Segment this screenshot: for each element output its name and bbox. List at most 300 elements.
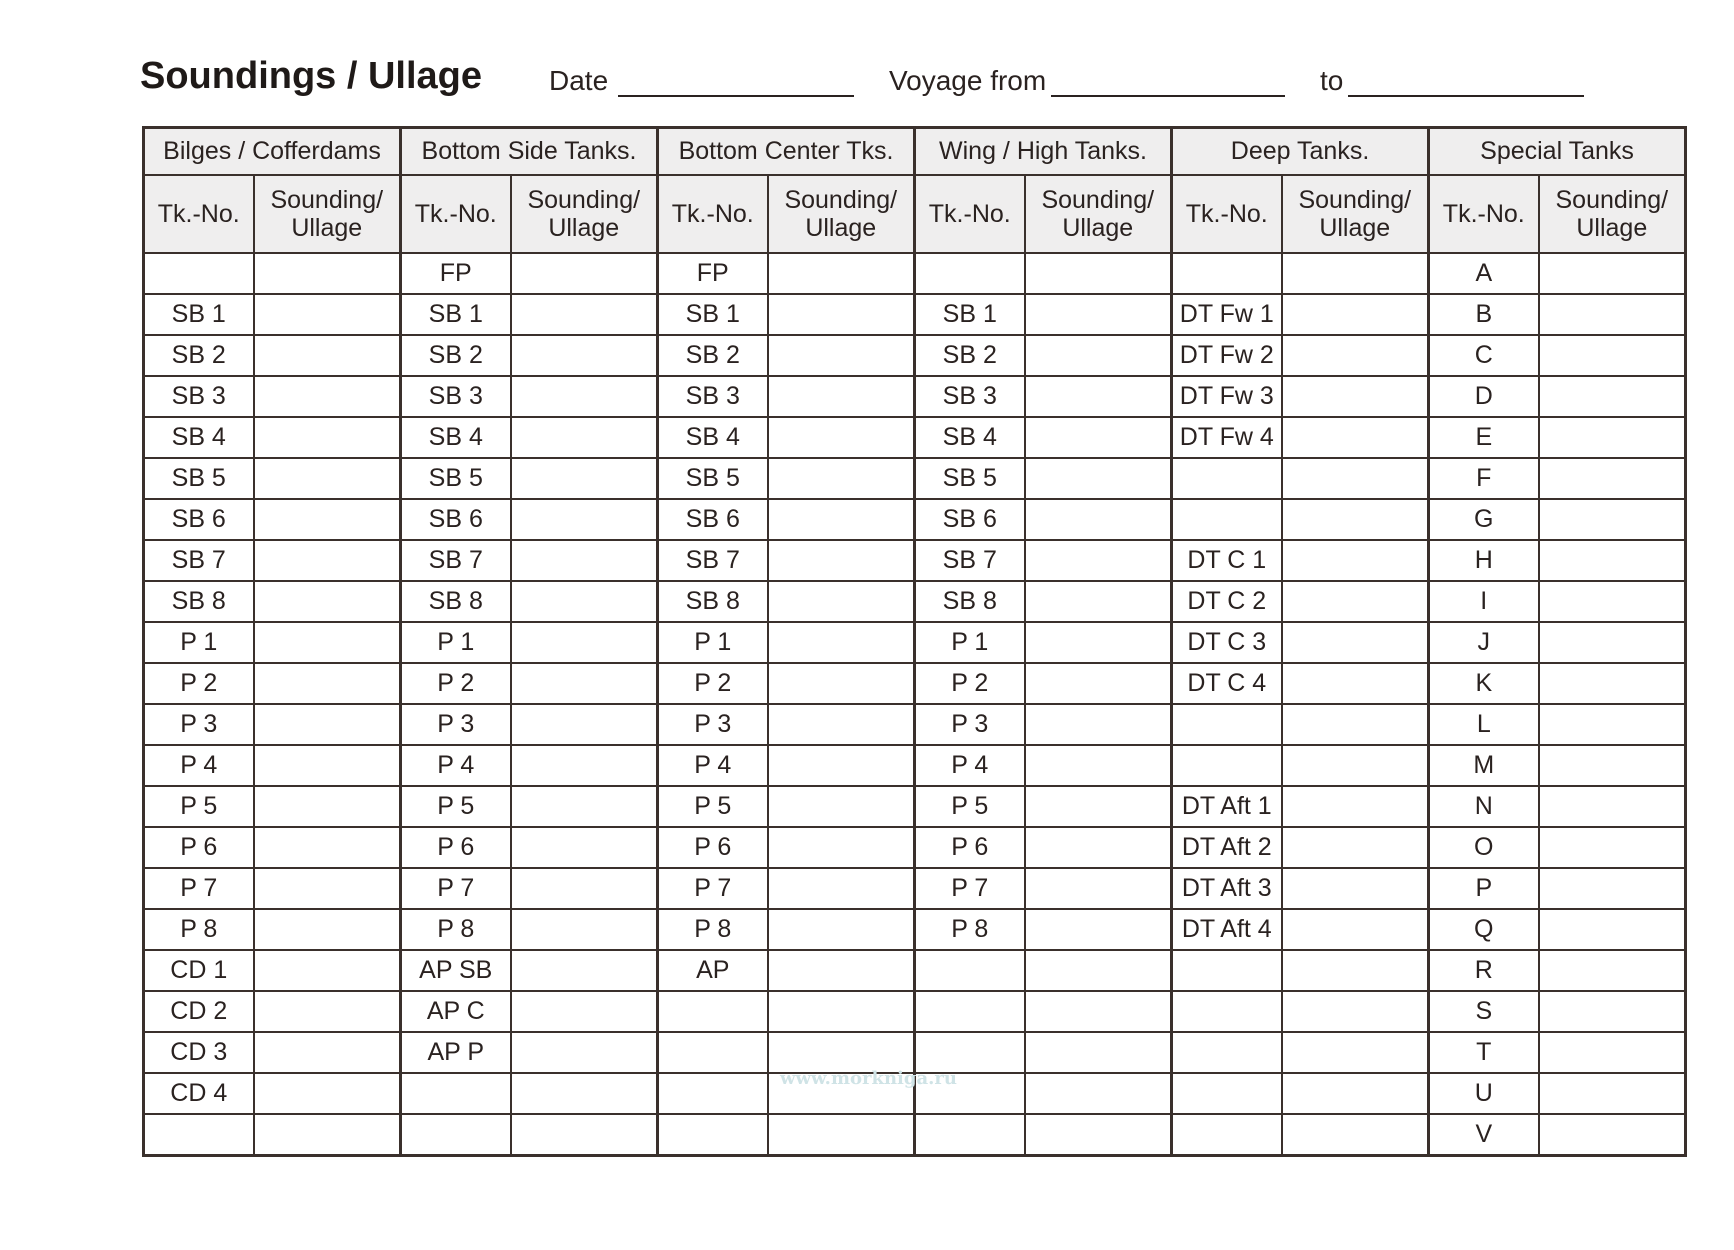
tank-number-cell — [915, 991, 1025, 1032]
tank-number-cell: DT C 4 — [1172, 663, 1282, 704]
sounding-entry-cell[interactable] — [768, 1032, 915, 1073]
sounding-label: Sounding/ — [527, 186, 641, 214]
sounding-entry-cell[interactable] — [1539, 868, 1686, 909]
sounding-entry-cell[interactable] — [768, 868, 915, 909]
sounding-entry-cell[interactable] — [1539, 622, 1686, 663]
sounding-entry-cell[interactable] — [768, 499, 915, 540]
tank-number-cell: P 6 — [658, 827, 768, 868]
sounding-entry-cell[interactable] — [1539, 704, 1686, 745]
tank-number-cell: DT Fw 2 — [1172, 335, 1282, 376]
sounding-entry-cell[interactable] — [768, 786, 915, 827]
sounding-entry-cell[interactable] — [1282, 622, 1429, 663]
group-header: Bottom Side Tanks. — [401, 128, 658, 176]
sounding-entry-cell[interactable] — [254, 253, 401, 294]
tank-number-cell: SB 7 — [658, 540, 768, 581]
sounding-entry-cell[interactable] — [254, 1032, 401, 1073]
sounding-entry-cell[interactable] — [1025, 622, 1172, 663]
tank-number-cell: P 8 — [915, 909, 1025, 950]
sounding-entry-cell[interactable] — [254, 704, 401, 745]
tank-number-cell: FP — [658, 253, 768, 294]
tank-number-cell: P 4 — [144, 745, 254, 786]
sounding-entry-cell[interactable] — [511, 458, 658, 499]
tank-number-cell: AP P — [401, 1032, 511, 1073]
tank-number-cell — [1172, 991, 1282, 1032]
tank-number-cell: P 6 — [144, 827, 254, 868]
table-row — [144, 540, 1686, 581]
sounding-entry-cell[interactable] — [1539, 909, 1686, 950]
tank-number-cell — [658, 991, 768, 1032]
sounding-entry-cell[interactable] — [254, 1114, 401, 1156]
sounding-entry-cell[interactable] — [768, 663, 915, 704]
table-row — [144, 376, 1686, 417]
tank-number-cell: P 4 — [915, 745, 1025, 786]
sounding-entry-cell[interactable] — [511, 622, 658, 663]
sounding-entry-cell[interactable] — [254, 1073, 401, 1114]
tank-number-cell: CD 2 — [144, 991, 254, 1032]
sounding-entry-cell[interactable] — [511, 1073, 658, 1114]
sounding-entry-cell[interactable] — [1282, 417, 1429, 458]
tank-number-cell — [1172, 704, 1282, 745]
sounding-entry-cell[interactable] — [1539, 581, 1686, 622]
sounding-entry-cell[interactable] — [1025, 581, 1172, 622]
tank-number-cell: E — [1429, 417, 1539, 458]
sounding-entry-cell[interactable] — [768, 622, 915, 663]
tank-number-cell — [658, 1073, 768, 1114]
tank-number-cell: P 3 — [915, 704, 1025, 745]
tank-number-cell: DT Aft 2 — [1172, 827, 1282, 868]
table-body — [144, 253, 1686, 1156]
tank-number-cell — [1172, 950, 1282, 991]
sounding-entry-cell[interactable] — [1025, 909, 1172, 950]
tank-number-cell: P 7 — [658, 868, 768, 909]
sounding-entry-cell[interactable] — [1025, 1073, 1172, 1114]
table-row — [144, 827, 1686, 868]
tank-number-cell: P 7 — [401, 868, 511, 909]
tank-number-cell: T — [1429, 1032, 1539, 1073]
sounding-entry-cell[interactable] — [254, 376, 401, 417]
sounding-entry-cell[interactable] — [1282, 458, 1429, 499]
sounding-entry-cell[interactable] — [1025, 663, 1172, 704]
tank-number-cell: P 4 — [401, 745, 511, 786]
sounding-entry-cell[interactable] — [1025, 745, 1172, 786]
tank-number-cell: DT C 3 — [1172, 622, 1282, 663]
tank-number-cell: DT Fw 1 — [1172, 294, 1282, 335]
date-field[interactable] — [618, 95, 854, 97]
sounding-entry-cell[interactable] — [254, 950, 401, 991]
sounding-entry-cell[interactable] — [1025, 704, 1172, 745]
sounding-entry-cell[interactable] — [1539, 786, 1686, 827]
tank-number-cell — [658, 1114, 768, 1156]
sounding-entry-cell[interactable] — [511, 745, 658, 786]
sounding-entry-cell[interactable] — [1539, 950, 1686, 991]
tank-number-cell: P 8 — [658, 909, 768, 950]
tank-number-cell — [915, 1032, 1025, 1073]
sounding-entry-cell[interactable] — [511, 376, 658, 417]
tank-number-cell: O — [1429, 827, 1539, 868]
tank-number-cell: P 5 — [658, 786, 768, 827]
sounding-entry-cell[interactable] — [1539, 376, 1686, 417]
tank-number-cell: SB 7 — [401, 540, 511, 581]
table-row — [144, 458, 1686, 499]
tank-number-cell — [144, 253, 254, 294]
tank-number-cell: J — [1429, 622, 1539, 663]
sounding-entry-cell[interactable] — [1025, 376, 1172, 417]
sounding-entry-cell[interactable] — [1282, 786, 1429, 827]
sounding-entry-cell[interactable] — [254, 622, 401, 663]
sounding-entry-cell[interactable] — [768, 376, 915, 417]
tank-number-cell: SB 1 — [658, 294, 768, 335]
table-row — [144, 745, 1686, 786]
sounding-entry-cell[interactable] — [511, 950, 658, 991]
tank-number-cell — [144, 1114, 254, 1156]
tank-number-cell: H — [1429, 540, 1539, 581]
tank-number-cell — [1172, 745, 1282, 786]
table-row — [144, 909, 1686, 950]
tank-number-cell: SB 3 — [915, 376, 1025, 417]
tank-number-cell: SB 1 — [915, 294, 1025, 335]
tank-number-cell: U — [1429, 1073, 1539, 1114]
sounding-entry-cell[interactable] — [511, 1114, 658, 1156]
sounding-entry-cell[interactable] — [1539, 827, 1686, 868]
group-header: Deep Tanks. — [1172, 128, 1429, 176]
page-title: Soundings / Ullage — [140, 55, 483, 97]
sounding-entry-cell[interactable] — [768, 1114, 915, 1156]
table-row — [144, 581, 1686, 622]
sounding-entry-cell[interactable] — [1025, 335, 1172, 376]
sounding-entry-cell[interactable] — [511, 991, 658, 1032]
sounding-entry-cell[interactable] — [511, 499, 658, 540]
table-row — [144, 991, 1686, 1032]
sounding-entry-cell[interactable] — [1282, 253, 1429, 294]
sounding-ullage-header — [1025, 175, 1172, 253]
sounding-entry-cell[interactable] — [768, 581, 915, 622]
sounding-entry-cell[interactable] — [768, 335, 915, 376]
voyage-to-field[interactable] — [1348, 95, 1584, 97]
sounding-entry-cell[interactable] — [511, 294, 658, 335]
tank-number-cell: CD 1 — [144, 950, 254, 991]
group-header: Special Tanks — [1429, 128, 1686, 176]
tank-number-cell: SB 6 — [144, 499, 254, 540]
tank-number-cell: DT Aft 3 — [1172, 868, 1282, 909]
sounding-entry-cell[interactable] — [1282, 376, 1429, 417]
tank-number-cell: SB 2 — [401, 335, 511, 376]
tank-number-cell: P 7 — [915, 868, 1025, 909]
tank-number-cell: SB 8 — [401, 581, 511, 622]
ullage-label: Ullage — [291, 214, 363, 242]
sounding-entry-cell[interactable] — [254, 417, 401, 458]
table-row — [144, 253, 1686, 294]
tank-number-cell: DT Aft 4 — [1172, 909, 1282, 950]
sounding-entry-cell[interactable] — [1282, 335, 1429, 376]
sounding-entry-cell[interactable] — [511, 1032, 658, 1073]
sounding-entry-cell[interactable] — [1025, 294, 1172, 335]
tank-number-cell: SB 4 — [401, 417, 511, 458]
sounding-entry-cell[interactable] — [1025, 868, 1172, 909]
sounding-entry-cell[interactable] — [1025, 1114, 1172, 1156]
tank-number-cell: AP C — [401, 991, 511, 1032]
table-row — [144, 1114, 1686, 1156]
tank-number-cell: SB 3 — [658, 376, 768, 417]
sounding-label: Sounding/ — [1555, 186, 1669, 214]
sounding-entry-cell[interactable] — [1282, 950, 1429, 991]
tank-number-cell — [401, 1073, 511, 1114]
tank-number-cell: G — [1429, 499, 1539, 540]
tank-number-cell: P 3 — [144, 704, 254, 745]
tank-number-cell: CD 4 — [144, 1073, 254, 1114]
tank-number-cell: P 7 — [144, 868, 254, 909]
table-row — [144, 1032, 1686, 1073]
tank-number-cell — [915, 950, 1025, 991]
tank-no-header: Tk.-No. — [1172, 175, 1282, 253]
tank-number-cell — [1172, 1032, 1282, 1073]
sounding-entry-cell[interactable] — [1282, 663, 1429, 704]
tank-number-cell — [1172, 1073, 1282, 1114]
sounding-label: Sounding/ — [784, 186, 898, 214]
tank-number-cell: P 2 — [401, 663, 511, 704]
tank-number-cell: P 2 — [144, 663, 254, 704]
tank-number-cell: K — [1429, 663, 1539, 704]
sounding-entry-cell[interactable] — [1025, 991, 1172, 1032]
tank-number-cell: SB 3 — [401, 376, 511, 417]
sounding-entry-cell[interactable] — [1282, 581, 1429, 622]
sounding-entry-cell[interactable] — [511, 663, 658, 704]
tank-number-cell: P 1 — [915, 622, 1025, 663]
tank-number-cell: C — [1429, 335, 1539, 376]
tank-number-cell — [1172, 499, 1282, 540]
tank-number-cell: V — [1429, 1114, 1539, 1156]
sounding-entry-cell[interactable] — [1539, 663, 1686, 704]
table-row — [144, 622, 1686, 663]
tank-number-cell: DT C 1 — [1172, 540, 1282, 581]
sounding-entry-cell[interactable] — [1282, 745, 1429, 786]
sounding-entry-cell[interactable] — [1282, 827, 1429, 868]
sounding-entry-cell[interactable] — [768, 991, 915, 1032]
tank-number-cell: P 1 — [144, 622, 254, 663]
sounding-entry-cell[interactable] — [511, 335, 658, 376]
table-row — [144, 786, 1686, 827]
tank-number-cell: SB 7 — [915, 540, 1025, 581]
sounding-entry-cell[interactable] — [768, 253, 915, 294]
group-header: Bilges / Cofferdams — [144, 128, 401, 176]
ullage-label: Ullage — [1062, 214, 1134, 242]
sounding-entry-cell[interactable] — [1539, 499, 1686, 540]
tank-number-cell: S — [1429, 991, 1539, 1032]
sounding-entry-cell[interactable] — [768, 950, 915, 991]
sounding-entry-cell[interactable] — [1539, 458, 1686, 499]
tank-number-cell: CD 3 — [144, 1032, 254, 1073]
sounding-entry-cell[interactable] — [1025, 1032, 1172, 1073]
sounding-entry-cell[interactable] — [511, 786, 658, 827]
sounding-entry-cell[interactable] — [511, 909, 658, 950]
table-row — [144, 294, 1686, 335]
tank-number-cell: SB 5 — [401, 458, 511, 499]
tank-number-cell: P 6 — [401, 827, 511, 868]
sounding-entry-cell[interactable] — [254, 335, 401, 376]
tank-number-cell — [401, 1114, 511, 1156]
sounding-entry-cell[interactable] — [1282, 868, 1429, 909]
voyage-from-field[interactable] — [1051, 95, 1285, 97]
sounding-label: Sounding/ — [270, 186, 384, 214]
sounding-entry-cell[interactable] — [1282, 1073, 1429, 1114]
tank-number-cell: DT Fw 4 — [1172, 417, 1282, 458]
sounding-entry-cell[interactable] — [768, 540, 915, 581]
sounding-entry-cell[interactable] — [1539, 294, 1686, 335]
tank-number-cell: SB 6 — [658, 499, 768, 540]
tank-no-header: Tk.-No. — [401, 175, 511, 253]
sounding-entry-cell[interactable] — [1539, 1073, 1686, 1114]
sounding-entry-cell[interactable] — [1025, 499, 1172, 540]
sounding-entry-cell[interactable] — [768, 458, 915, 499]
tank-number-cell: P 1 — [658, 622, 768, 663]
sounding-entry-cell[interactable] — [1025, 950, 1172, 991]
sounding-entry-cell[interactable] — [1539, 991, 1686, 1032]
sounding-ullage-header — [1282, 175, 1429, 253]
voyage-to-label: to — [1320, 65, 1344, 96]
tank-number-cell — [658, 1032, 768, 1073]
sounding-entry-cell[interactable] — [1282, 499, 1429, 540]
tank-number-cell: SB 6 — [401, 499, 511, 540]
tank-number-cell: SB 2 — [658, 335, 768, 376]
sounding-entry-cell[interactable] — [254, 294, 401, 335]
tank-number-cell: P 2 — [915, 663, 1025, 704]
sounding-entry-cell[interactable] — [1025, 417, 1172, 458]
tank-number-cell: SB 8 — [658, 581, 768, 622]
tank-no-header: Tk.-No. — [1429, 175, 1539, 253]
tank-number-cell: SB 5 — [144, 458, 254, 499]
tank-number-cell: SB 6 — [915, 499, 1025, 540]
group-header: Bottom Center Tks. — [658, 128, 915, 176]
sounding-entry-cell[interactable] — [768, 417, 915, 458]
tank-number-cell: SB 5 — [915, 458, 1025, 499]
sounding-entry-cell[interactable] — [511, 417, 658, 458]
sounding-entry-cell[interactable] — [254, 663, 401, 704]
sounding-entry-cell[interactable] — [254, 581, 401, 622]
tank-number-cell: P — [1429, 868, 1539, 909]
sounding-label: Sounding/ — [1041, 186, 1155, 214]
table-row — [144, 663, 1686, 704]
tank-number-cell — [1172, 458, 1282, 499]
tank-number-cell — [915, 1114, 1025, 1156]
sounding-ullage-header — [511, 175, 658, 253]
sounding-entry-cell[interactable] — [1025, 458, 1172, 499]
tank-number-cell: FP — [401, 253, 511, 294]
group-header-row — [144, 128, 1686, 176]
table-row — [144, 704, 1686, 745]
sounding-entry-cell[interactable] — [1025, 786, 1172, 827]
sounding-entry-cell[interactable] — [768, 909, 915, 950]
tank-number-cell: DT C 2 — [1172, 581, 1282, 622]
sounding-entry-cell[interactable] — [254, 458, 401, 499]
sounding-ullage-header — [1539, 175, 1686, 253]
sounding-entry-cell[interactable] — [1539, 1032, 1686, 1073]
sounding-entry-cell[interactable] — [1282, 1114, 1429, 1156]
group-header: Wing / High Tanks. — [915, 128, 1172, 176]
tank-number-cell: P 2 — [658, 663, 768, 704]
sounding-entry-cell[interactable] — [1282, 704, 1429, 745]
tank-number-cell: F — [1429, 458, 1539, 499]
tank-no-header: Tk.-No. — [658, 175, 768, 253]
sounding-entry-cell[interactable] — [1539, 540, 1686, 581]
table-row — [144, 950, 1686, 991]
tank-number-cell: I — [1429, 581, 1539, 622]
sounding-entry-cell[interactable] — [254, 786, 401, 827]
sounding-entry-cell[interactable] — [511, 704, 658, 745]
sounding-entry-cell[interactable] — [1282, 1032, 1429, 1073]
sounding-entry-cell[interactable] — [254, 499, 401, 540]
form-header — [140, 55, 1600, 105]
tank-number-cell: P 8 — [401, 909, 511, 950]
sub-header-row — [144, 175, 1686, 253]
sounding-entry-cell[interactable] — [254, 991, 401, 1032]
tank-number-cell — [1172, 253, 1282, 294]
tank-number-cell — [915, 253, 1025, 294]
sounding-entry-cell[interactable] — [511, 827, 658, 868]
sounding-entry-cell[interactable] — [768, 745, 915, 786]
sounding-entry-cell[interactable] — [254, 909, 401, 950]
voyage-from-label: Voyage from — [889, 65, 1047, 96]
tank-number-cell: SB 2 — [915, 335, 1025, 376]
sounding-entry-cell[interactable] — [1539, 745, 1686, 786]
sounding-entry-cell[interactable] — [511, 581, 658, 622]
table-row — [144, 417, 1686, 458]
sounding-entry-cell[interactable] — [511, 868, 658, 909]
ullage-label: Ullage — [1319, 214, 1391, 242]
tank-number-cell: P 5 — [401, 786, 511, 827]
sounding-entry-cell[interactable] — [768, 827, 915, 868]
sounding-entry-cell[interactable] — [511, 253, 658, 294]
sounding-entry-cell[interactable] — [768, 704, 915, 745]
tank-number-cell: SB 3 — [144, 376, 254, 417]
tank-no-header: Tk.-No. — [144, 175, 254, 253]
sounding-entry-cell[interactable] — [254, 868, 401, 909]
tank-number-cell: M — [1429, 745, 1539, 786]
tank-number-cell: N — [1429, 786, 1539, 827]
tank-number-cell: AP SB — [401, 950, 511, 991]
sounding-entry-cell[interactable] — [511, 540, 658, 581]
tank-number-cell — [1172, 1114, 1282, 1156]
tank-number-cell: P 5 — [915, 786, 1025, 827]
sounding-entry-cell[interactable] — [1282, 294, 1429, 335]
sounding-entry-cell[interactable] — [768, 294, 915, 335]
table-row — [144, 868, 1686, 909]
sounding-entry-cell[interactable] — [1282, 540, 1429, 581]
tank-number-cell: SB 7 — [144, 540, 254, 581]
sounding-entry-cell[interactable] — [1539, 253, 1686, 294]
sounding-entry-cell[interactable] — [1025, 827, 1172, 868]
sounding-entry-cell[interactable] — [1539, 1114, 1686, 1156]
sounding-entry-cell[interactable] — [1025, 540, 1172, 581]
table-row — [144, 335, 1686, 376]
sounding-entry-cell[interactable] — [254, 745, 401, 786]
tank-number-cell: SB 4 — [915, 417, 1025, 458]
sounding-entry-cell[interactable] — [1025, 253, 1172, 294]
sounding-entry-cell[interactable] — [1282, 909, 1429, 950]
ullage-label: Ullage — [1576, 214, 1648, 242]
tank-number-cell: B — [1429, 294, 1539, 335]
soundings-table — [142, 126, 1687, 1157]
sounding-entry-cell[interactable] — [1282, 991, 1429, 1032]
tank-number-cell: SB 2 — [144, 335, 254, 376]
tank-number-cell: AP — [658, 950, 768, 991]
tank-number-cell: Q — [1429, 909, 1539, 950]
tank-number-cell: SB 4 — [144, 417, 254, 458]
tank-number-cell: P 3 — [401, 704, 511, 745]
sounding-entry-cell[interactable] — [254, 540, 401, 581]
sounding-entry-cell[interactable] — [254, 827, 401, 868]
tank-number-cell: DT Aft 1 — [1172, 786, 1282, 827]
sounding-entry-cell[interactable] — [1539, 335, 1686, 376]
sounding-entry-cell[interactable] — [1539, 417, 1686, 458]
